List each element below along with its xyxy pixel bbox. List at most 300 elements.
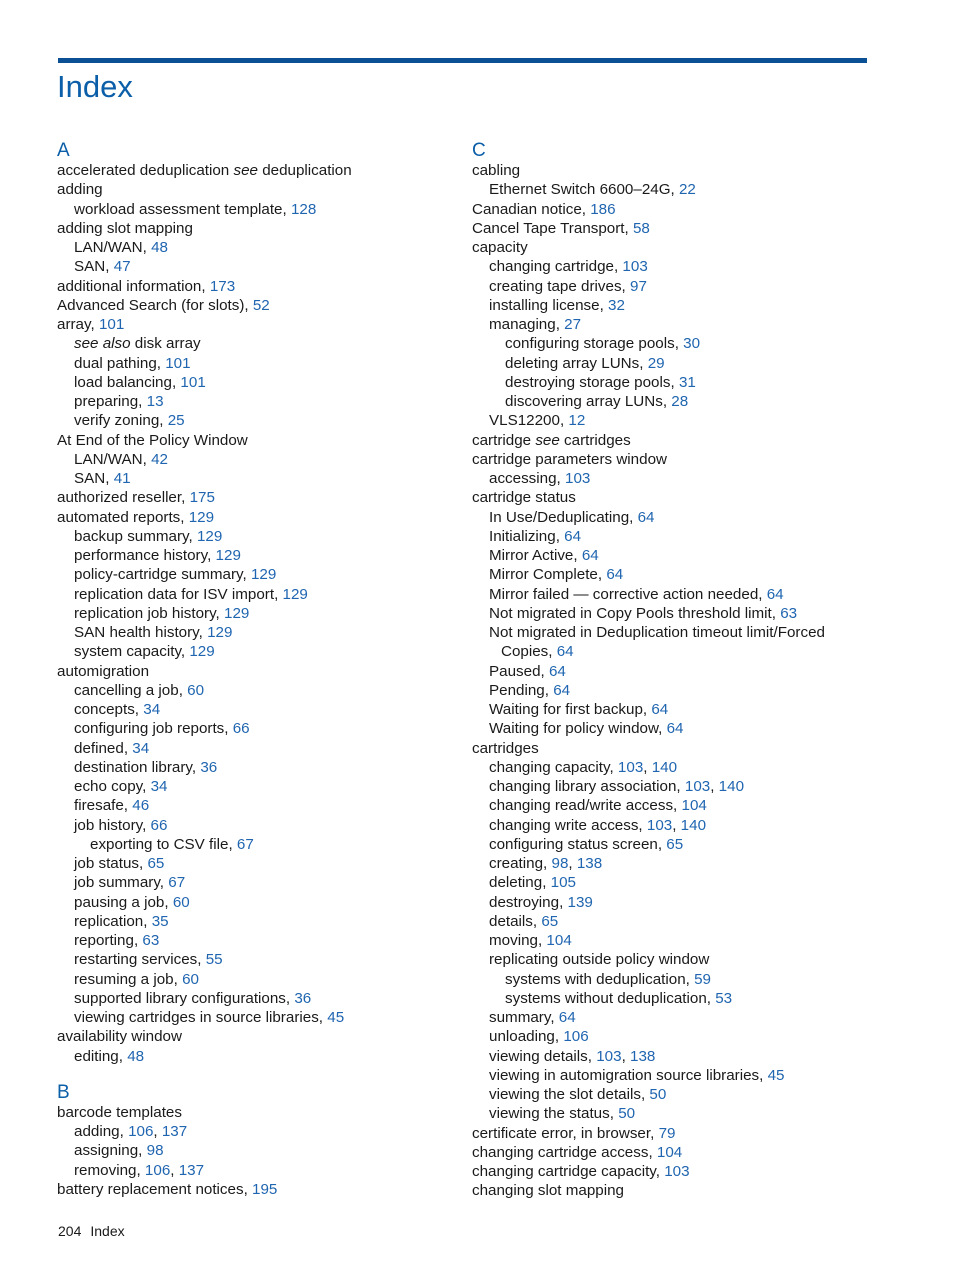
index-term: Cancel Tape Transport, bbox=[472, 219, 629, 237]
index-term: Initializing, bbox=[489, 527, 560, 545]
index-term: job summary, bbox=[74, 874, 165, 892]
index-entry bbox=[57, 257, 457, 276]
page-link[interactable]: 36 bbox=[294, 989, 312, 1007]
index-entry bbox=[472, 585, 872, 604]
index-term: restarting services, bbox=[74, 951, 202, 969]
index-term-target: deduplication bbox=[257, 162, 352, 179]
index-term: Waiting for policy window, bbox=[489, 720, 663, 738]
index-entry bbox=[472, 1008, 872, 1027]
index-term: moving, bbox=[489, 932, 543, 949]
index-entry bbox=[472, 488, 872, 507]
index-cross-reference: see also bbox=[74, 335, 131, 353]
index-entry bbox=[472, 411, 872, 430]
index-entry bbox=[472, 257, 872, 276]
index-term: changing write access, bbox=[489, 816, 643, 834]
footer-label: Index bbox=[90, 1223, 125, 1239]
index-entry bbox=[57, 623, 457, 642]
page-link[interactable]: 27 bbox=[564, 316, 582, 333]
page-link[interactable]: 137 bbox=[161, 1123, 188, 1140]
index-term: performance history, bbox=[74, 547, 212, 564]
index-entry bbox=[57, 758, 457, 777]
page-link[interactable]: 31 bbox=[678, 373, 696, 391]
page-link[interactable]: 50 bbox=[618, 1105, 636, 1123]
page-link[interactable]: 103 bbox=[596, 1047, 622, 1065]
index-term: resuming a job, bbox=[74, 970, 178, 988]
index-entry bbox=[472, 277, 872, 296]
page-link[interactable]: 103 bbox=[664, 1163, 690, 1180]
index-term: availability window bbox=[57, 1028, 182, 1046]
index-term: Pending, bbox=[489, 681, 549, 699]
index-term: viewing the status, bbox=[489, 1105, 614, 1123]
index-term: echo copy, bbox=[74, 778, 147, 795]
page-link[interactable]: 64 bbox=[766, 585, 784, 603]
index-entry: creating, 98, 138 bbox=[489, 855, 603, 872]
index-term: changing library association, bbox=[489, 778, 681, 795]
page-link[interactable]: 97 bbox=[630, 277, 647, 295]
index-term: viewing cartridges in source libraries, bbox=[74, 1009, 324, 1026]
index-entry bbox=[472, 161, 872, 180]
index-entry bbox=[57, 816, 457, 835]
page-link[interactable]: 195 bbox=[252, 1180, 278, 1198]
index-entry bbox=[472, 1124, 872, 1143]
index-term: cartridge parameters window bbox=[472, 450, 667, 468]
page-link[interactable]: 64 bbox=[564, 527, 582, 545]
page-link[interactable]: 30 bbox=[683, 335, 701, 353]
index-term: discovering array LUNs, bbox=[505, 393, 668, 410]
index-term: changing read/write access, bbox=[489, 797, 678, 815]
page-link[interactable]: 59 bbox=[694, 970, 712, 988]
index-term: installing license, bbox=[489, 296, 604, 314]
index-entry bbox=[57, 219, 457, 238]
index-entry bbox=[472, 373, 872, 392]
page-footer bbox=[58, 1223, 134, 1239]
index-term: pausing a job, bbox=[74, 893, 169, 911]
index-term: deleting array LUNs, bbox=[505, 354, 644, 372]
page-link[interactable]: 34 bbox=[143, 701, 161, 718]
index-entry: removing, 106, 137 bbox=[74, 1161, 205, 1179]
index-entry bbox=[57, 931, 457, 950]
index-term: SAN, bbox=[74, 258, 110, 276]
index-entry bbox=[57, 739, 457, 758]
index-entry bbox=[472, 719, 872, 738]
page-link[interactable]: 64 bbox=[666, 720, 684, 738]
index-term: Waiting for first backup, bbox=[489, 701, 648, 718]
index-entry bbox=[472, 392, 872, 411]
index-entry bbox=[472, 238, 872, 257]
page-link[interactable]: 103 bbox=[565, 470, 591, 487]
index-entry bbox=[57, 854, 457, 873]
page-link[interactable]: 35 bbox=[151, 912, 169, 930]
index-entry bbox=[57, 700, 457, 719]
page-link[interactable]: 106 bbox=[144, 1161, 171, 1179]
header-rule bbox=[58, 58, 867, 63]
index-entry bbox=[57, 161, 457, 180]
page-link[interactable]: 45 bbox=[327, 1009, 345, 1026]
index-entry bbox=[57, 604, 457, 623]
page-link[interactable]: 186 bbox=[590, 200, 616, 218]
index-entry bbox=[57, 180, 457, 199]
index-term: exporting to CSV file, bbox=[90, 835, 233, 853]
index-term: policy-cartridge summary, bbox=[74, 566, 247, 584]
index-term: replicating outside policy window bbox=[489, 951, 710, 969]
index-term: removing, bbox=[74, 1161, 141, 1179]
index-term: Mirror failed — corrective action needed, bbox=[489, 585, 763, 603]
index-entry bbox=[57, 1027, 457, 1046]
index-term: creating, bbox=[489, 855, 548, 872]
page-link[interactable]: 25 bbox=[167, 412, 185, 430]
index-term: Canadian notice, bbox=[472, 200, 586, 218]
page-link[interactable]: 45 bbox=[767, 1066, 785, 1084]
page-link[interactable]: 103 bbox=[617, 758, 644, 776]
index-term: deleting, bbox=[489, 874, 547, 892]
page-link[interactable]: 98 bbox=[551, 855, 569, 872]
index-term: details, bbox=[489, 912, 538, 930]
index-entry bbox=[57, 354, 457, 373]
page-link[interactable]: 137 bbox=[178, 1161, 205, 1179]
index-term: Copies, bbox=[501, 643, 553, 661]
index-term: assigning, bbox=[74, 1142, 143, 1160]
index-term: preparing, bbox=[74, 393, 143, 410]
index-entry bbox=[57, 411, 457, 430]
page-link[interactable]: 140 bbox=[680, 816, 707, 834]
page-link[interactable]: 129 bbox=[250, 566, 277, 584]
page-link[interactable]: 60 bbox=[187, 681, 205, 699]
index-entry bbox=[57, 277, 457, 296]
index-term: cartridges bbox=[472, 739, 539, 757]
index-entry bbox=[57, 565, 457, 584]
index-term: changing capacity, bbox=[489, 758, 614, 776]
page-link[interactable]: 64 bbox=[581, 547, 599, 564]
index-term: replication data for ISV import, bbox=[74, 585, 279, 603]
index-entry bbox=[57, 527, 457, 546]
index-term: LAN/WAN, bbox=[74, 450, 147, 468]
index-term: changing cartridge capacity, bbox=[472, 1163, 660, 1180]
index-letter-heading: C bbox=[472, 140, 486, 161]
index-term: changing slot mapping bbox=[472, 1182, 624, 1200]
page-title: Index bbox=[57, 69, 133, 104]
index-column-right bbox=[472, 140, 872, 1201]
index-entry bbox=[57, 431, 457, 450]
index-term: destroying, bbox=[489, 893, 564, 911]
index-entry bbox=[57, 508, 457, 527]
page-link[interactable]: 106 bbox=[128, 1123, 154, 1140]
page-link[interactable]: 13 bbox=[146, 393, 164, 410]
page-link[interactable]: 106 bbox=[563, 1028, 589, 1046]
page-link[interactable]: 41 bbox=[113, 470, 131, 487]
page-link[interactable]: 101 bbox=[98, 316, 125, 333]
index-entry bbox=[472, 796, 872, 815]
index-term: viewing the slot details, bbox=[489, 1086, 646, 1103]
index-term: summary, bbox=[489, 1009, 555, 1026]
index-entry bbox=[472, 219, 872, 238]
page-link[interactable]: 129 bbox=[196, 527, 223, 545]
index-term: defined, bbox=[74, 739, 129, 757]
index-entry bbox=[57, 1047, 457, 1066]
index-cross-reference: see bbox=[535, 431, 560, 449]
page-link[interactable]: 55 bbox=[205, 951, 223, 969]
index-cross-reference: see bbox=[233, 162, 258, 179]
index-term: Mirror Complete, bbox=[489, 566, 603, 584]
page-link[interactable]: 64 bbox=[637, 508, 655, 526]
index-entry: changing capacity, 103, 140 bbox=[489, 758, 678, 776]
index-entry bbox=[472, 1181, 872, 1200]
index-term: Mirror Active, bbox=[489, 547, 578, 564]
index-term: job status, bbox=[74, 855, 144, 872]
index-entry: adding, 106, 137 bbox=[74, 1123, 188, 1140]
page-link[interactable]: 129 bbox=[282, 585, 308, 603]
index-entry bbox=[472, 1162, 872, 1181]
index-term: editing, bbox=[74, 1047, 123, 1065]
index-term: unloading, bbox=[489, 1028, 560, 1046]
page-link[interactable]: 101 bbox=[180, 373, 206, 391]
page-link[interactable]: 64 bbox=[606, 566, 624, 584]
index-term: SAN health history, bbox=[74, 624, 203, 641]
index-entry bbox=[57, 315, 457, 334]
index-entry bbox=[472, 604, 872, 623]
page-link[interactable]: 12 bbox=[568, 412, 586, 430]
page-link[interactable]: 175 bbox=[189, 489, 215, 507]
index-term: LAN/WAN, bbox=[74, 239, 147, 256]
index-term: cartridge status bbox=[472, 489, 576, 507]
index-column-left bbox=[57, 140, 457, 1199]
index-entry bbox=[57, 796, 457, 815]
page-link[interactable]: 128 bbox=[290, 200, 317, 218]
index-term: array, bbox=[57, 316, 95, 333]
index-entry bbox=[472, 1027, 872, 1046]
index-entry bbox=[57, 1141, 457, 1160]
page-link[interactable]: 103 bbox=[646, 816, 673, 834]
index-entry bbox=[472, 1085, 872, 1104]
index-term: system capacity, bbox=[74, 643, 186, 661]
index-entry bbox=[57, 642, 457, 661]
page-link[interactable]: 42 bbox=[151, 450, 168, 468]
index-entry bbox=[57, 912, 457, 931]
page-link[interactable]: 129 bbox=[189, 643, 215, 661]
index-entry bbox=[57, 238, 457, 257]
page-link[interactable]: 138 bbox=[630, 1047, 656, 1065]
index-entry bbox=[472, 662, 872, 681]
index-entry: changing write access, 103, 140 bbox=[489, 816, 707, 834]
index-entry bbox=[57, 873, 457, 892]
index-term: configuring job reports, bbox=[74, 720, 229, 738]
index-entry: viewing details, 103, 138 bbox=[489, 1047, 656, 1065]
index-term: accelerated deduplication bbox=[57, 162, 234, 179]
page-link[interactable]: 64 bbox=[548, 662, 566, 680]
index-term: At End of the Policy Window bbox=[57, 431, 248, 449]
page-link[interactable]: 34 bbox=[150, 778, 168, 795]
index-term: systems without deduplication, bbox=[505, 989, 711, 1007]
index-term: SAN, bbox=[74, 470, 110, 487]
page-link[interactable]: 79 bbox=[658, 1124, 676, 1142]
index-entry bbox=[57, 970, 457, 989]
index-entry bbox=[472, 681, 872, 700]
index-term: In Use/Deduplicating, bbox=[489, 508, 634, 526]
page-link[interactable]: 173 bbox=[209, 277, 236, 295]
index-term: Not migrated in Copy Pools threshold limit, bbox=[489, 604, 776, 622]
page-link[interactable]: 105 bbox=[550, 874, 576, 892]
index-entry bbox=[472, 970, 872, 989]
index-term: destroying storage pools, bbox=[505, 373, 675, 391]
index-term: verify zoning, bbox=[74, 412, 164, 430]
index-letter-heading: B bbox=[57, 1081, 70, 1103]
page-link[interactable]: 53 bbox=[715, 989, 733, 1007]
page-link[interactable]: 140 bbox=[718, 778, 745, 795]
index-term: destination library, bbox=[74, 758, 197, 776]
index-entry bbox=[472, 1066, 872, 1085]
index-entry bbox=[57, 488, 457, 507]
index-entry bbox=[57, 835, 457, 854]
index-entry bbox=[472, 1143, 872, 1162]
page-link[interactable]: 60 bbox=[172, 893, 190, 911]
index-entry bbox=[472, 989, 872, 1008]
index-term: authorized reseller, bbox=[57, 489, 186, 507]
index-entry bbox=[472, 450, 872, 469]
index-term: dual pathing, bbox=[74, 354, 161, 372]
index-term: supported library configurations, bbox=[74, 989, 291, 1007]
index-term: automigration bbox=[57, 662, 150, 680]
index-term: workload assessment template, bbox=[74, 200, 287, 218]
index-term: reporting, bbox=[74, 932, 139, 949]
page-link[interactable]: 64 bbox=[558, 1009, 576, 1026]
page-link[interactable]: 65 bbox=[541, 912, 559, 930]
page-link[interactable]: 65 bbox=[147, 855, 165, 872]
index-term: accessing, bbox=[489, 470, 561, 487]
index-entry bbox=[57, 585, 457, 604]
index-term: job history, bbox=[74, 816, 147, 834]
page-link[interactable]: 101 bbox=[165, 354, 191, 372]
index-term: creating tape drives, bbox=[489, 277, 626, 295]
page-link[interactable]: 103 bbox=[622, 258, 648, 276]
page-link[interactable]: 46 bbox=[132, 797, 150, 815]
index-entry bbox=[472, 200, 872, 219]
page-link[interactable]: 63 bbox=[142, 932, 160, 949]
page-link[interactable]: 52 bbox=[252, 296, 270, 314]
index-entry bbox=[472, 180, 872, 199]
index-entry bbox=[472, 623, 872, 642]
index-term: replication, bbox=[74, 912, 148, 930]
page-link[interactable]: 67 bbox=[168, 874, 186, 892]
index-term: Ethernet Switch 6600–24G, bbox=[489, 181, 675, 199]
index-entry bbox=[57, 681, 457, 700]
page-link[interactable]: 47 bbox=[113, 258, 131, 276]
page-link[interactable]: 104 bbox=[546, 932, 572, 949]
page-link[interactable]: 64 bbox=[553, 681, 571, 699]
page-link[interactable]: 104 bbox=[681, 797, 707, 815]
page-link[interactable]: 32 bbox=[608, 296, 625, 314]
page-link[interactable]: 66 bbox=[232, 720, 250, 738]
index-term: additional information, bbox=[57, 277, 206, 295]
page-link[interactable]: 66 bbox=[150, 816, 168, 834]
index-term: firesafe, bbox=[74, 797, 129, 815]
page-link[interactable]: 103 bbox=[684, 778, 711, 795]
index-term: certificate error, in browser, bbox=[472, 1124, 655, 1142]
index-entry bbox=[472, 431, 872, 450]
index-entry bbox=[57, 546, 457, 565]
page-link[interactable]: 129 bbox=[215, 547, 241, 564]
index-entry bbox=[472, 469, 872, 488]
page-link[interactable]: 36 bbox=[200, 758, 218, 776]
index-entry: changing library association, 103, 140 bbox=[489, 778, 745, 795]
page-link[interactable]: 98 bbox=[146, 1142, 164, 1160]
page-link[interactable]: 48 bbox=[127, 1047, 145, 1065]
page-link[interactable]: 60 bbox=[182, 970, 199, 988]
index-term-target: disk array bbox=[130, 335, 201, 353]
index-term: adding bbox=[57, 181, 103, 199]
page-link[interactable]: 65 bbox=[666, 835, 684, 853]
page-link[interactable]: 140 bbox=[651, 758, 678, 776]
index-entry bbox=[57, 450, 457, 469]
index-term: backup summary, bbox=[74, 527, 193, 545]
footer-page-number: 204 bbox=[58, 1223, 82, 1239]
index-entry bbox=[57, 334, 457, 353]
page-link[interactable]: 29 bbox=[647, 354, 665, 372]
index-term: configuring status screen, bbox=[489, 835, 663, 853]
page-link[interactable]: 50 bbox=[649, 1086, 667, 1103]
index-entry bbox=[472, 931, 872, 950]
index-entry bbox=[57, 989, 457, 1008]
index-entry bbox=[57, 469, 457, 488]
index-entry bbox=[57, 392, 457, 411]
index-entry bbox=[57, 662, 457, 681]
index-entry bbox=[472, 950, 872, 969]
index-entry bbox=[57, 200, 457, 219]
index-entry bbox=[472, 700, 872, 719]
page-link[interactable]: 129 bbox=[207, 624, 233, 641]
page-link[interactable]: 34 bbox=[132, 739, 150, 757]
index-entry bbox=[57, 719, 457, 738]
index-entry bbox=[472, 334, 872, 353]
index-entry bbox=[472, 873, 872, 892]
index-term: cartridge bbox=[472, 431, 536, 449]
index-term-target: cartridges bbox=[559, 431, 631, 449]
index-entry bbox=[472, 296, 872, 315]
page-link[interactable]: 64 bbox=[556, 643, 574, 661]
index-term: barcode templates bbox=[57, 1103, 182, 1121]
index-entry bbox=[472, 835, 872, 854]
index-letter-heading: A bbox=[57, 140, 70, 161]
index-term: changing cartridge access, bbox=[472, 1143, 653, 1161]
index-entry bbox=[472, 354, 872, 373]
page-link[interactable]: 22 bbox=[678, 181, 696, 199]
page-link[interactable]: 67 bbox=[236, 835, 254, 853]
page-link[interactable]: 28 bbox=[671, 393, 689, 410]
index-entry bbox=[57, 296, 457, 315]
index-entry bbox=[472, 565, 872, 584]
page-link[interactable]: 64 bbox=[651, 701, 669, 718]
page-link[interactable]: 63 bbox=[780, 604, 798, 622]
index-entry bbox=[57, 1008, 457, 1027]
index-term: battery replacement notices, bbox=[57, 1180, 248, 1198]
page-link[interactable]: 104 bbox=[656, 1143, 683, 1161]
index-entry bbox=[57, 893, 457, 912]
page-link[interactable]: 139 bbox=[567, 893, 593, 911]
page-link[interactable]: 129 bbox=[224, 604, 250, 622]
index-entry bbox=[57, 373, 457, 392]
index-entry bbox=[472, 893, 872, 912]
index-term: cabling bbox=[472, 162, 521, 179]
page-link[interactable]: 58 bbox=[632, 219, 650, 237]
page-link[interactable]: 138 bbox=[576, 855, 603, 872]
index-term: Paused, bbox=[489, 662, 545, 680]
page-link[interactable]: 48 bbox=[151, 239, 168, 256]
page-link[interactable]: 129 bbox=[188, 508, 215, 526]
index-term: adding, bbox=[74, 1123, 124, 1140]
index-term: VLS12200, bbox=[489, 412, 565, 430]
index-entry bbox=[57, 950, 457, 969]
index-entry bbox=[472, 527, 872, 546]
index-term: automated reports, bbox=[57, 508, 185, 526]
index-entry bbox=[472, 508, 872, 527]
